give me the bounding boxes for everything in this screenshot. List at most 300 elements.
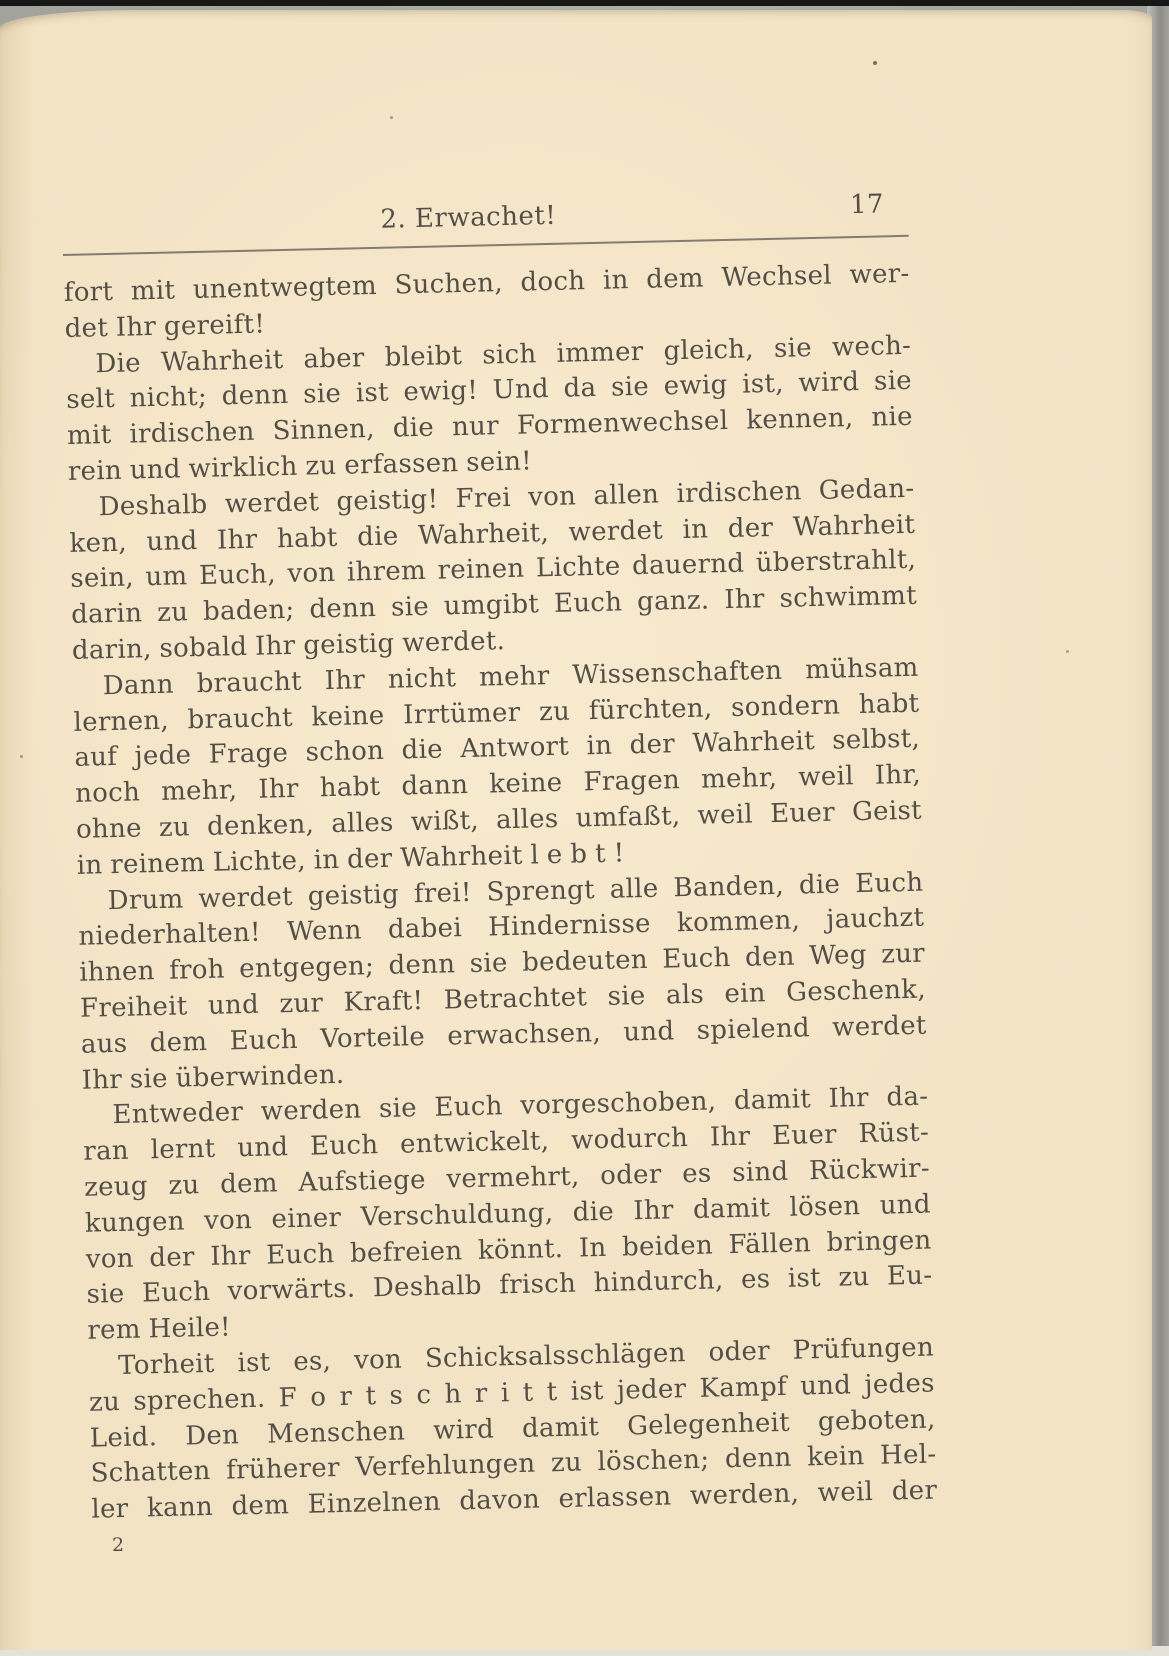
word: löschen; [597,1444,710,1478]
word: jeder [616,1373,687,1406]
word: Euch [434,1091,504,1124]
word: sie [390,591,430,623]
word: die [401,734,444,766]
paper-speck [1066,650,1069,653]
word: hindurch, [593,1265,724,1299]
word: Hindernisse [487,909,652,943]
word: frisch [498,1268,577,1301]
word: ewig! [403,376,479,408]
word: mit [66,420,112,452]
word: kennen, [745,403,854,436]
word: ist [237,1347,271,1379]
word: früherer [225,1453,341,1486]
word: in [586,731,613,762]
word: denken, [206,809,315,842]
word: werdet [831,1010,927,1043]
word: erlassen [558,1481,672,1515]
word: habt [276,522,338,554]
word: sich [481,338,537,371]
word: oder [599,1159,662,1191]
word: Rüst- [858,1117,930,1150]
word: zur [279,988,324,1020]
word: Wissenschaften [572,655,783,691]
word: baden; [202,595,295,628]
word: werdet [224,487,320,520]
word: befreien [349,1235,463,1269]
word: Deshalb [372,1271,483,1304]
word: Ihr [209,1240,251,1272]
word: Euch [854,867,924,899]
word: Ihr [81,1064,123,1096]
word: und [207,989,260,1021]
chapter-title: 2. Erwachet! [380,200,557,235]
word: Ihr [632,1195,675,1227]
word: Wahrheit [792,509,916,543]
word: es [681,1158,712,1190]
word: zu [305,450,337,482]
word: Euch [141,1277,211,1309]
word: ken, [69,527,128,559]
word: weil [697,799,754,831]
word: aus [80,1028,128,1060]
word: niederhalten! [78,918,262,953]
word: die [356,521,399,552]
word: alles [330,807,394,839]
word: Rückwir- [808,1153,931,1187]
word: wirklich [188,451,298,485]
word: vorgeschoben, [519,1086,717,1122]
word: zu [538,696,571,727]
word: bedeuten [521,945,649,978]
word: sie [86,1279,125,1311]
word: Euch [229,1024,299,1057]
word: s [389,1380,404,1411]
word: t [594,838,607,869]
word: dauernd [631,548,745,582]
word: Gelegenheit [626,1407,791,1441]
word: Frei [455,482,512,514]
paper-speck [20,755,23,758]
word: Kampf [699,1371,788,1404]
word: dem [645,263,705,295]
word: von [527,481,577,513]
word: ist [570,1375,604,1407]
word: ! [613,838,625,869]
word: selt [65,384,116,416]
word: die [392,412,435,444]
word: als [665,979,705,1011]
word: lösen [789,1190,861,1223]
word: in [313,844,340,876]
word: damit [692,1192,771,1225]
word: weil [797,761,855,793]
word: könnt. [477,1233,564,1266]
word: und [622,1016,675,1048]
word: sie [378,1093,418,1125]
word: Weg [808,940,868,972]
word: geistig [307,879,400,912]
word: ganz. [636,585,710,618]
word: es, [292,1346,332,1377]
word: t [546,1376,558,1408]
word: aber [303,342,365,375]
word: Geist [851,795,923,828]
word: sie [873,366,913,398]
word: wodurch [570,1123,689,1156]
word: Frage [208,738,289,771]
word: ohne [75,813,143,845]
word: immer [556,336,644,369]
word: den [744,941,796,973]
word: Euch [265,1238,335,1271]
word: selbst, [831,724,921,757]
word: denn [309,593,377,625]
word: Torheit [117,1348,215,1381]
word: damit [733,1084,812,1117]
word: Menschen [266,1416,406,1450]
word: sie [129,1063,169,1095]
word: Euch, [198,559,277,592]
word: braucht [187,702,294,735]
word: Deshalb [98,489,208,523]
word: Betrachtet [443,982,588,1016]
word: alle [609,873,659,905]
word: in [76,850,103,881]
word: sie [469,948,509,980]
word: und [146,525,198,557]
word: der [891,1475,938,1507]
word: r [339,1381,353,1412]
word: dem [219,1168,279,1200]
word: entgegen; [238,951,375,985]
word: ran [82,1135,130,1167]
word: sondern [730,690,841,723]
word: Den [184,1419,240,1452]
word: t [365,1380,377,1412]
word: überstrahlt, [755,545,917,579]
word: zu [88,1386,121,1418]
word: h [444,1378,462,1410]
word: mehr [478,660,550,693]
word: Entweder [112,1097,244,1131]
word: sprechen. [132,1383,266,1417]
word: kommen, [676,905,801,939]
word: Die [95,347,142,379]
word: t [522,1377,534,1408]
word: Lichte [535,551,621,584]
word: ler [91,1493,129,1525]
word: b [570,839,588,870]
word: gereift! [163,309,266,342]
word: geistig! [336,484,439,517]
word: Suchen, [394,268,504,301]
word: r [474,1378,488,1409]
word: die [798,869,841,900]
word: bringen [826,1225,932,1258]
word: vorwärts. [227,1273,356,1307]
word: da [563,373,597,405]
word: damit [521,1411,600,1444]
word: Wahrheit, [417,517,550,551]
word: zu [168,1170,200,1201]
word: kann [146,1492,214,1524]
word: zu [550,1447,583,1479]
word: Ihr [216,524,258,556]
word: Ihr [254,630,296,662]
word: Wahrheit [160,344,284,378]
word: umgibt [443,589,540,622]
word: braucht [196,666,303,699]
word: jedes [864,1368,936,1400]
word: unentwegtem [192,270,378,306]
paper-speck [390,116,393,119]
word: wird [798,367,860,399]
word: Kraft! [343,985,424,1018]
word: keine [311,700,385,733]
word: sie [610,372,650,403]
scan-edge-top-dark [0,0,1169,6]
word: sein, [69,562,135,595]
word: bleibt [384,340,463,373]
word: nicht; [129,382,208,414]
word: mehr, [700,763,778,795]
word: Dann [102,669,175,701]
word: ist [787,1263,822,1295]
word: Wahrheit [692,726,816,760]
word: Antwort [459,731,570,765]
word: Verfehlungen [354,1448,536,1483]
word: reinem [109,847,206,880]
word: Banden, [673,870,785,903]
word: erfassen [343,448,459,481]
word: Ihr [258,773,300,805]
signature-mark: 2 [112,1534,125,1556]
word: Freiheit [79,991,188,1024]
word: mit [130,275,176,307]
word: ewig [663,370,728,402]
word: Schatten [90,1456,212,1489]
word: nicht [387,662,457,695]
word: sind [731,1156,789,1188]
word: zu [838,1262,870,1293]
word: Eu- [886,1260,933,1292]
word: wißt, [410,805,480,838]
word: noch [74,777,141,810]
word: der [629,729,676,761]
word: Einzelnen [307,1486,442,1520]
word: der [727,512,774,544]
word: o [309,1382,327,1413]
word: Ihr [828,1083,870,1115]
word: habt [319,772,381,804]
word: fort [63,276,114,308]
word: und [799,1370,852,1402]
word: dabei [387,913,463,946]
word: rein [67,455,123,487]
word: Euer [769,797,836,830]
word: Lichte, [212,845,307,878]
word: werdet [568,515,664,548]
word: und [129,454,182,486]
word: und [879,1189,932,1221]
page-content [62,189,938,1531]
word: geboten, [817,1403,936,1437]
word: dem [231,1490,290,1522]
word: lernen, [73,705,170,738]
word: erwachsen, [447,1017,602,1052]
word: und [236,1132,289,1164]
word: dann [401,770,469,802]
word: denn [221,380,289,412]
word: um [145,561,188,593]
word: Gedan- [818,473,915,506]
word: froh [168,954,226,986]
word: i [500,1377,510,1409]
word: einer [271,1202,342,1235]
word: in [602,265,629,296]
word: mühsam [804,652,919,686]
word: det [64,312,109,344]
word: die [572,1196,615,1228]
word: sie [773,332,813,364]
word: Ihr [115,311,157,343]
word: geistig [302,628,395,661]
word: Schicksalsschlägen [424,1338,687,1374]
word: kein [806,1441,865,1473]
word: gleich, [663,333,755,366]
word: c [416,1379,432,1410]
word: lernt [150,1133,216,1166]
word: darin, [71,634,152,666]
word: Euch [553,587,623,620]
word: Geschenk, [785,974,927,1008]
word: Drum [107,883,184,916]
word: F [278,1382,298,1414]
word: ihnen [78,956,156,988]
word: Irrtümer [402,697,521,730]
word: sie [302,379,342,410]
word: Ihr, [874,759,922,791]
word: werden, [689,1478,800,1512]
word: Ihr [324,665,366,696]
word: Fragen [583,765,681,798]
word: jede [134,740,192,772]
word: von [353,1344,403,1376]
word: Fällen [728,1227,812,1260]
word: darin [70,598,143,631]
word: werdet [198,881,294,914]
word: zur [880,938,926,970]
word: ist [355,378,390,409]
word: zu [158,812,191,843]
word: kungen [84,1206,186,1239]
word: alles [495,803,559,836]
word: frei! [413,877,472,909]
word: es [740,1264,771,1296]
word: rem [87,1314,142,1346]
word: mehr, [160,775,238,808]
word: jauchzt [826,902,925,936]
word: Sinnen, [272,414,376,447]
word: keine [489,767,563,800]
word: auf [74,742,118,774]
word: denn [724,1443,792,1475]
word: Heile! [148,1312,232,1345]
word: wech- [831,330,912,363]
word: nur [451,411,500,443]
word: Ihr [709,1121,751,1153]
page-number: 17 [849,189,885,221]
word: denn [388,949,456,981]
word: Formenwechsel [516,406,729,441]
body-text-block [63,259,937,1531]
word: umfaßt, [575,801,681,834]
word: sie [607,980,646,1012]
word: von [287,558,336,590]
word: oder [708,1336,771,1368]
word: der [346,843,393,875]
word: doch [520,266,586,298]
word: von [203,1204,253,1236]
word: reinen [437,553,525,586]
word: Wenn [286,915,363,948]
word: ein [724,978,767,1010]
word: davon [458,1484,541,1517]
word: wer- [849,258,910,291]
word: wird [432,1414,495,1446]
word: allen [593,479,660,511]
paper-speck [873,61,877,65]
word: In [578,1232,607,1264]
word: Aufstiege [298,1164,427,1198]
word: Ihr [723,584,766,616]
word: Euch [309,1130,379,1162]
word: irdischen [129,416,255,450]
word: Prüfungen [792,1332,935,1366]
word: werdet. [401,626,506,659]
word: der [149,1241,196,1273]
word: fürchten, [588,692,713,726]
word: zeug [83,1171,149,1203]
word: nie [871,401,914,433]
word: ist, [741,369,785,400]
word: e [546,839,563,870]
word: beiden [621,1230,714,1263]
word: Sprengt [486,874,596,908]
word: spielend [696,1012,811,1046]
word: schwimmt [779,580,918,614]
word: Euch [662,943,731,975]
word: Leid. [89,1421,158,1454]
word: Verschuldung, [360,1197,554,1233]
word: Und [492,374,550,406]
word: Vorteile [319,1021,426,1055]
word: habt [858,688,920,720]
word: weil [817,1477,874,1509]
word: sein! [465,446,533,478]
word: von [85,1243,135,1275]
word: l [530,840,540,871]
word: entwickelt, [399,1126,550,1160]
word: Wahrheit [399,840,523,874]
word: ihrem [346,556,427,588]
word: da- [886,1081,929,1113]
word: zu [156,597,189,629]
word: werden [260,1094,362,1128]
word: Euer [771,1119,838,1152]
word: in [682,514,709,545]
word: vermehrt, [446,1161,580,1195]
